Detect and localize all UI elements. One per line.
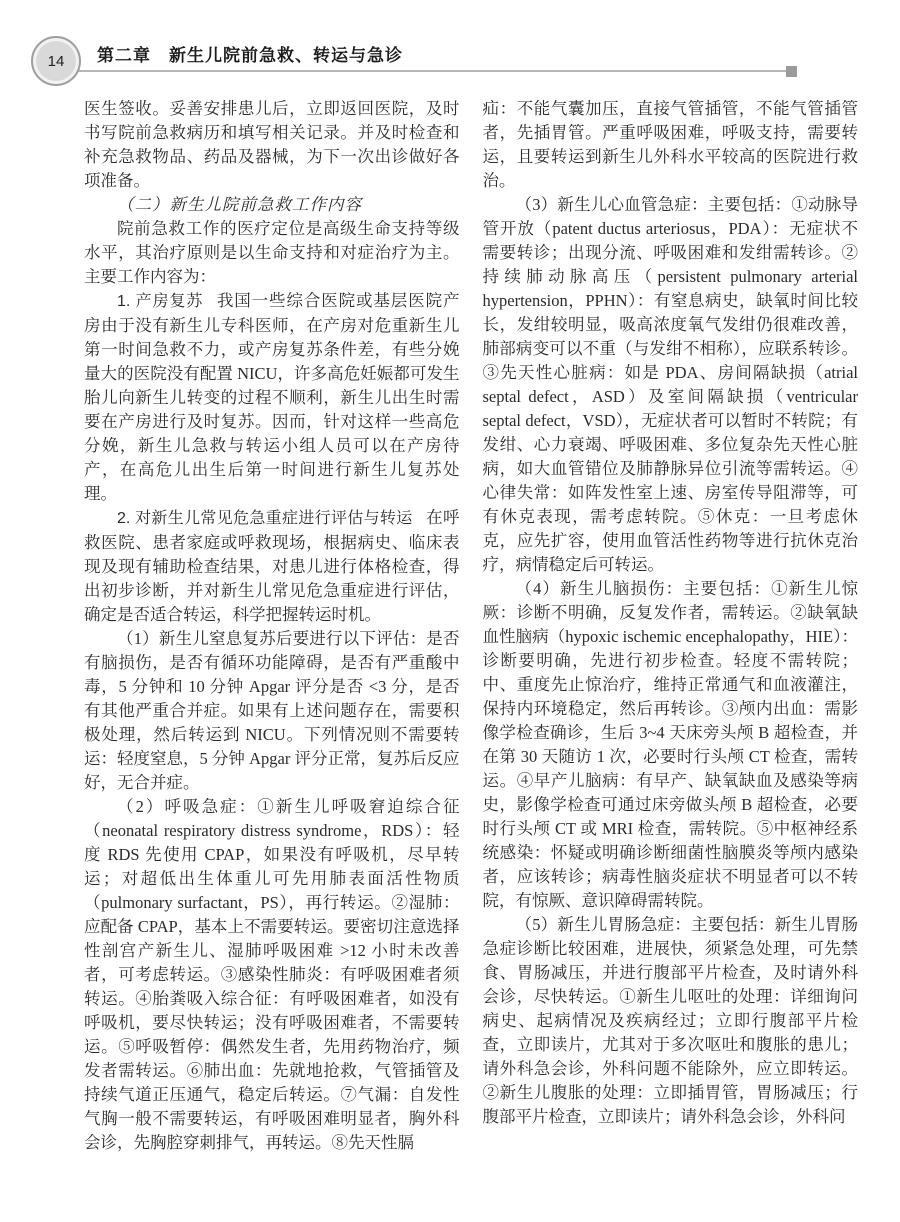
paragraph: 院前急救工作的医疗定位是高级生命支持等级水平，其治疗原则是以生命支持和对症治疗为主。主要工作内容为： — [84, 219, 460, 286]
text-columns — [84, 97, 858, 1155]
section-heading-kai: （二）新生儿院前急救工作内容 — [117, 195, 362, 214]
page-number: 14 — [47, 52, 65, 70]
run-in-heading: 2. 对新生儿常见危急重症进行评估与转运 — [117, 510, 413, 527]
run-in-heading: 1. 产房复苏 — [117, 293, 204, 310]
right-column — [483, 97, 859, 1155]
paragraph-item-4: （4）新生儿脑损伤：主要包括：①新生儿惊厥：诊断不明确，反复发作者，需转运。②缺氧缺血性脑病（hypoxic ischemic encephalopathy，HIE）：诊断要明确，先进行初步检查。轻度不需转院；中、重度先止惊治疗，维持正常通气和血液灌注，保持内环境稳定，然后再转诊。③颅内出血：需影像学检查确诊，生后 3~4 天床旁头颅 B 超检查，并在第 30 天随访 1 次，必要时行头颅 CT 检查，需转运。④早产儿脑病：有早产、缺氧缺血及感染等病史，影像学检查可通过床旁做头颅 B 超检查，必要时行头颅 CT 或 MRI 检查，需转院。⑤中枢神经系统感染：怀疑或明确诊断细菌性脑膜炎等颅内感染者，应该转诊；病毒性脑炎症状不明显者可以不转院，有惊厥、意识障碍需转院。 — [482, 579, 858, 910]
paragraph-item-1: （1）新生儿窒息复苏后要进行以下评估：是否有脑损伤，是否有循环功能障碍，是否有严重酸中毒，5 分钟和 10 分钟 Apgar 评分是否 <3 分，是否有其他严重合并症。如果有上述问题存在，需要积极处理，然后转运到 NICU。下列情况则不需要转运：轻度窒息，5 分钟 Apgar 评分正常，复苏后反应好，无合并症。 — [84, 629, 460, 792]
header-rule-end-square — [786, 66, 797, 77]
paragraph-continuation: 疝：不能气囊加压，直接气管插管，不能气管插管者，先插胃管。严重呼吸困难，呼吸支持，需要转运，且要转运到新生儿外科水平较高的医院进行救治。 — [482, 99, 858, 190]
paragraph-text: 我国一些综合医院或基层医院产房由于没有新生儿专科医师，在产房对危重新生儿第一时间急救不力，或产房复苏条件差，有些分娩量大的医院没有配置 NICU，许多高危妊娠都可发生胎儿向新生儿转变的过程不顺利，新生儿出生时需要在产房进行及时复苏。因而，针对这样一些高危分娩，新生儿急救与转运小组人员可以在产房待产，在高危儿出生后第一时间进行新生儿复苏处理。 — [84, 291, 460, 503]
paragraph-text: 在呼救医院、患者家庭或呼救现场，根据病史、临床表现及现有辅助检查结果，对患儿进行体格检查，得出初步诊断，并对新生儿常见危急重症进行评估，确定是否适合转运，科学把握转运时机。 — [84, 508, 460, 624]
paragraph-numbered-2 — [84, 506, 460, 627]
paragraph-item-3: （3）新生儿心血管急症：主要包括：①动脉导管开放（patent ductus arteriosus，PDA）：无症状不需要转诊；出现分流、呼吸困难和发绀需转诊。②持续肺动脉高压（persistent pulmonary arterial hypertension，PPHN）：有窒息病史，缺氧时间比较长，发绀较明显，吸高浓度氧气发绀仍很难改善，肺部病变可以不重（与发绀不相称），应联系转诊。③先天性心脏病：如是 PDA、房间隔缺损（atrial septal defect，ASD）及室间隔缺损（ventricular septal defect，VSD），无症状者可以暂时不转院；有发绀、心力衰竭、呼吸困难、多位复杂先天性心脏病，如大血管错位及肺静脉异位引流等需转运。④心律失常：如阵发性室上速、房室传导阻滞等，可有休克表现，需考虑转院。⑤休克：一旦考虑休克，应先扩容，使用血管活性药物等进行抗休克治疗，病情稳定后可转运。 — [482, 195, 858, 574]
paragraph-continuation: 医生签收。妥善安排患儿后，立即返回医院，及时书写院前急救病历和填写相关记录。并及时检查和补充急救物品、药品及器械，为下一次出诊做好各项准备。 — [84, 99, 460, 190]
paragraph-item-2: （2）呼吸急症：①新生儿呼吸窘迫综合征（neonatal respiratory distress syndrome，RDS）：轻度 RDS 先使用 CPAP，如果没有呼吸机，尽早转运；对超低出生体重儿可先用肺表面活性物质（pulmonary surfactant，PS），再行转运。②湿肺：应配备 CPAP，基本上不需要转运。要密切注意选择性剖宫产新生儿、湿肺呼吸困难 >12 小时未改善者，可考虑转运。③感染性肺炎：有呼吸困难者须转运。④胎粪吸入综合征：有呼吸困难者，如没有呼吸机，要尽快转运；没有呼吸困难者，不需要转运。⑤呼吸暂停：偶然发生者，先用药物治疗，频发者需转运。⑥肺出血：先就地抢救，气管插管及持续气道正压通气，稳定后转运。⑦气漏：自发性气胸一般不需要转运，有呼吸困难明显者，胸外科会诊，先胸腔穿刺排气，再转运。⑧先天性膈 — [84, 797, 460, 1152]
paragraph-item-5: （5）新生儿胃肠急症：主要包括：新生儿胃肠急症诊断比较困难，进展快，须紧急处理，可先禁食、胃肠减压，并进行腹部平片检查，及时请外科会诊，尽快转运。①新生儿呕吐的处理：详细询问病史、起病情况及疾病经过；立即行腹部平片检查，立即读片，尤其对于多次呕吐和腹胀的患儿；请外科急会诊，外科问题不能除外，应立即转运。②新生儿腹胀的处理：立即插胃管，胃肠减压；行腹部平片检查，立即读片；请外科急会诊，外科问 — [482, 915, 858, 1126]
paragraph-numbered-1 — [84, 289, 460, 506]
header-rule — [55, 70, 786, 72]
left-column — [84, 97, 460, 1155]
page-number-badge — [31, 36, 81, 86]
chapter-title: 第二章 新生儿院前急救、转运与急诊 — [97, 46, 403, 65]
